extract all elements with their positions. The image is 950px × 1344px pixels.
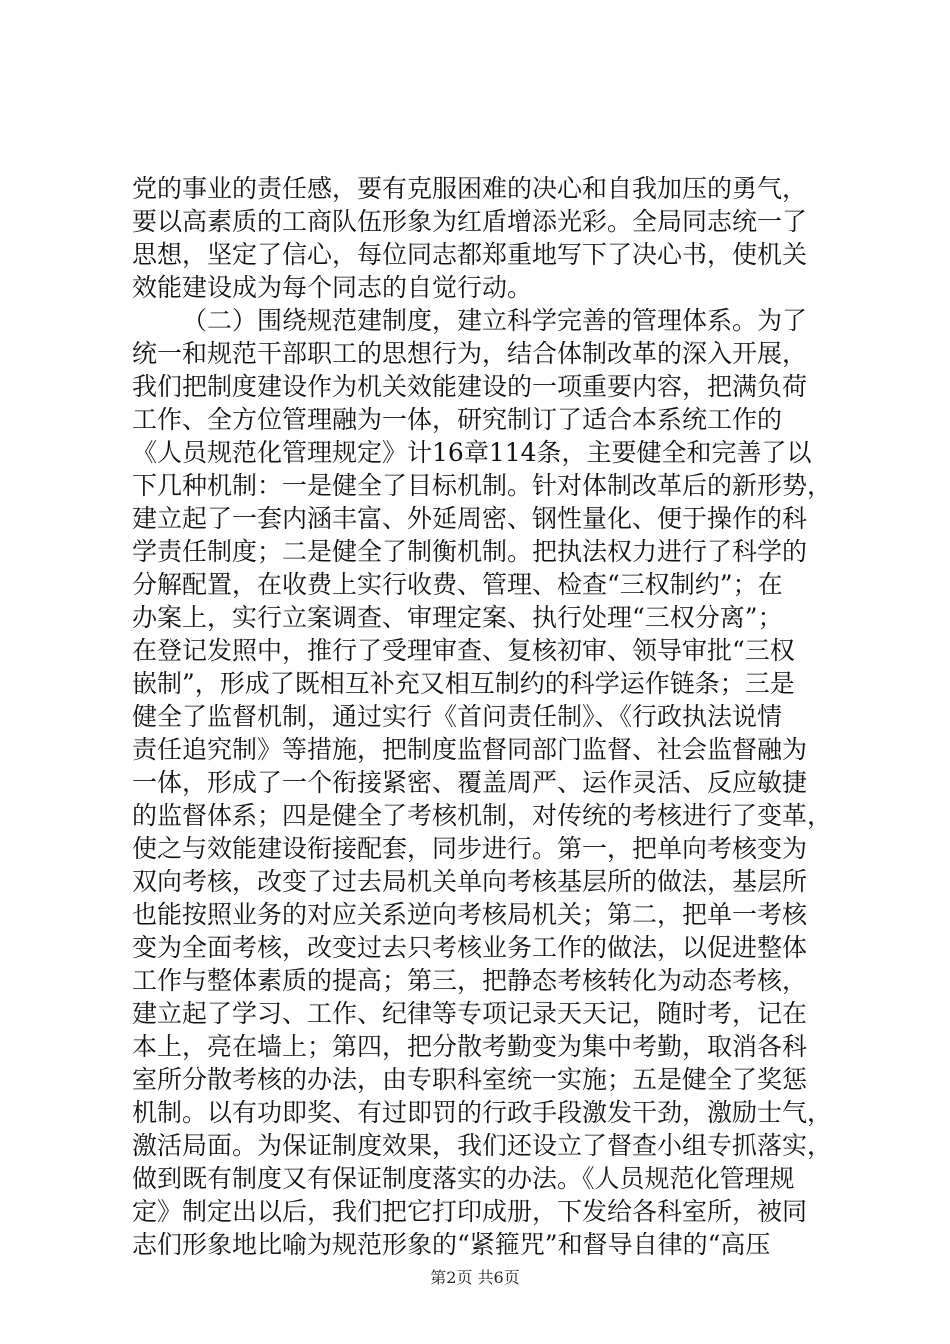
text-line: 变为全面考核，改变过去只考核业务工作的做法，以促进整体: [132, 933, 808, 962]
text-line: 要以高素质的工商队伍形象为红盾增添光彩。全局同志统一了: [132, 207, 808, 236]
text-line: 下几种机制：一是健全了目标机制。针对体制改革后的新形势，: [132, 471, 832, 500]
text-line: 责任追究制》等措施，把制度监督同部门监督、社会监督融为: [132, 735, 808, 764]
text-line: 定》制定出以后，我们把它打印成册，下发给各科室所，被同: [132, 1197, 808, 1226]
text-line: 健全了监督机制，通过实行《首问责任制》、《行政执法说情: [132, 702, 783, 731]
text-line: 也能按照业务的对应关系逆向考核局机关；第二，把单一考核: [132, 900, 808, 929]
text-line: 做到既有制度又有保证制度落实的办法。《人员规范化管理规: [132, 1164, 795, 1193]
text-line: 机制。以有功即奖、有过即罚的行政手段激发干劲，激励士气，: [132, 1098, 832, 1127]
text-line: 党的事业的责任感，要有克服困难的决心和自我加压的勇气，: [132, 174, 808, 203]
page-number-footer: 第2页 共6页: [430, 1268, 520, 1287]
text-line: 双向考核，改变了过去局机关单向考核基层所的做法，基层所: [132, 867, 808, 896]
text-line: 工作、全方位管理融为一体，研究制订了适合本系统工作的: [132, 405, 783, 434]
text-line: 激活局面。为保证制度效果，我们还设立了督查小组专抓落实，: [132, 1131, 832, 1160]
text-line: 我们把制度建设作为机关效能建设的一项重要内容，把满负荷: [132, 372, 808, 401]
text-line: 在登记发照中，推行了受理审查、复核初审、领导审批“三权: [132, 636, 795, 665]
text-line: 的监督体系；四是健全了考核机制，对传统的考核进行了变革，: [132, 801, 832, 830]
section-heading-line: （二）围绕规范建制度，建立科学完善的管理体系。为了: [182, 306, 808, 335]
text-line: 室所分散考核的办法，由专职科室统一实施；五是健全了奖惩: [132, 1065, 808, 1094]
text-line: 志们形象地比喻为规范形象的“紧箍咒”和督导自律的“高压: [132, 1230, 771, 1259]
text-line: 办案上，实行立案调查、审理定案、执行处理“三权分离”；: [132, 603, 783, 632]
text-line: 建立起了学习、工作、纪律等专项记录天天记，随时考，记在: [132, 999, 808, 1028]
text-line: 一体，形成了一个衔接紧密、覆盖周严、运作灵活、反应敏捷: [132, 768, 808, 797]
text-line: 思想，坚定了信心，每位同志都郑重地写下了决心书，使机关: [132, 240, 808, 269]
text-line: 使之与效能建设衔接配套，同步进行。第一，把单向考核变为: [132, 834, 808, 863]
text-line: 分解配置，在收费上实行收费、管理、检查“三权制约”；在: [132, 570, 783, 599]
text-line: 效能建设成为每个同志的自觉行动。: [132, 273, 533, 302]
text-line: 本上，亮在墙上；第四，把分散考勤变为集中考勤，取消各科: [132, 1032, 808, 1061]
text-line: 《人员规范化管理规定》计16章114条，主要健全和完善了以: [132, 438, 812, 467]
text-line: 建立起了一套内涵丰富、外延周密、钢性量化、便于操作的科: [132, 504, 808, 533]
text-line: 嵌制”，形成了既相互补充又相互制约的科学运作链条；三是: [132, 669, 795, 698]
text-line: 工作与整体素质的提高；第三，把静态考核转化为动态考核，: [132, 966, 808, 995]
text-line: 统一和规范干部职工的思想行为，结合体制改革的深入开展，: [132, 339, 808, 368]
text-line: 学责任制度；二是健全了制衡机制。把执法权力进行了科学的: [132, 537, 808, 566]
